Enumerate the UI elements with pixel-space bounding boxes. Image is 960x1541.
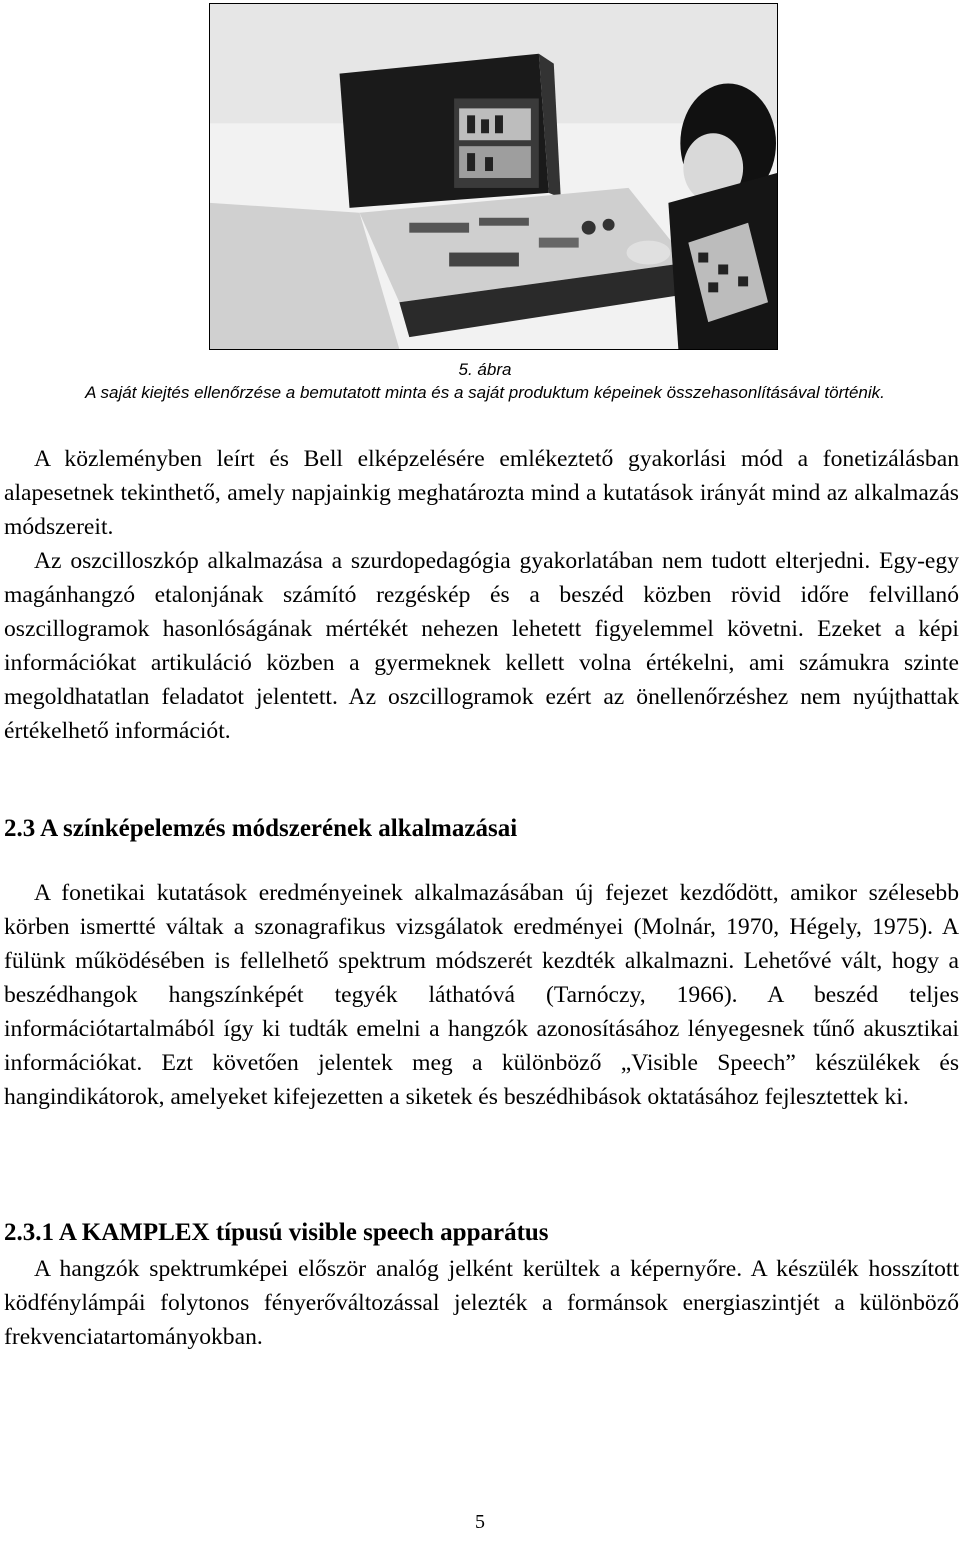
figure-photo [209,3,778,350]
paragraph-2: A fonetikai kutatások eredményeinek alkalmazásában új fejezet kezdődött, amikor szélesebb körben ismertté váltak a szonagrafikus vizsgálatok eredményei (Molnár, 1970, Hégely, 1975). A fülünk működésében is fellelhető spektrum módszerét kezdték alkalmazni. Lehetővé vált, hogy a beszédhangok hangszínképét tegyék láthatóvá (Tarnóczy, 1966). A beszéd teljes információtartalmából így ki tudták emelni a hangzók azonosításához lényegesnek tűnő akusztikai információkat. Ezt követően jelentek meg a különböző „Visible Speech” készülékek és hangindikátorok, amelyeket kifejezetten a siketek és beszédhibások oktatásához fejlesztettek ki. [4,880,959,1110]
paragraph-1a: A közleményben leírt és Bell elképzelésére emlékeztető gyakorlási mód a fonetizálásban alapesetnek tekinthető, amely napjainkig meghatározta mind a kutatások irányát mind az alkalmazás módszereit. [4,446,959,540]
figure-caption: A saját kiejtés ellenőrzése a bemutatott minta és a saját produktum képeinek összehasonlításával történik. [85,383,885,402]
paragraph-1b: Az oszcilloszkóp alkalmazása a szurdopedagógia gyakorlatában nem tudott elterjedni. Egy-egy magánhangzó etalonjának számító rezgéskép és a beszéd közben rövid időre felvillanó oszcillogramok hasonlóságának mértékét nehezen lehetett figyelemmel követni. Ezeket a képi információkat artikuláció közben a gyermeknek kellett volna értékelni, ami számukra szinte megoldhatatlan feladatot jelentett. Az oszcillogramok ezért az önellenőrzéshez nem nyújthattak értékelhető információt. [4,548,959,744]
figure-label: 5. ábra [458,360,512,379]
page-number: 5 [475,1511,485,1533]
photo-illustration [210,4,777,349]
paragraph-3: A hangzók spektrumképei először analóg jelként kerültek a képernyőre. A készülék hosszított ködfénylámpái folytonos fényerőváltozással jelezték a formánsok energiaszintjét a különböző frekvenciatartományokban. [4,1256,959,1350]
section-heading-2-3-1: 2.3.1 A KAMPLEX típusú visible speech apparátus [4,1219,549,1246]
section-heading-2-3: 2.3 A színképelemzés módszerének alkalmazásai [4,815,518,842]
